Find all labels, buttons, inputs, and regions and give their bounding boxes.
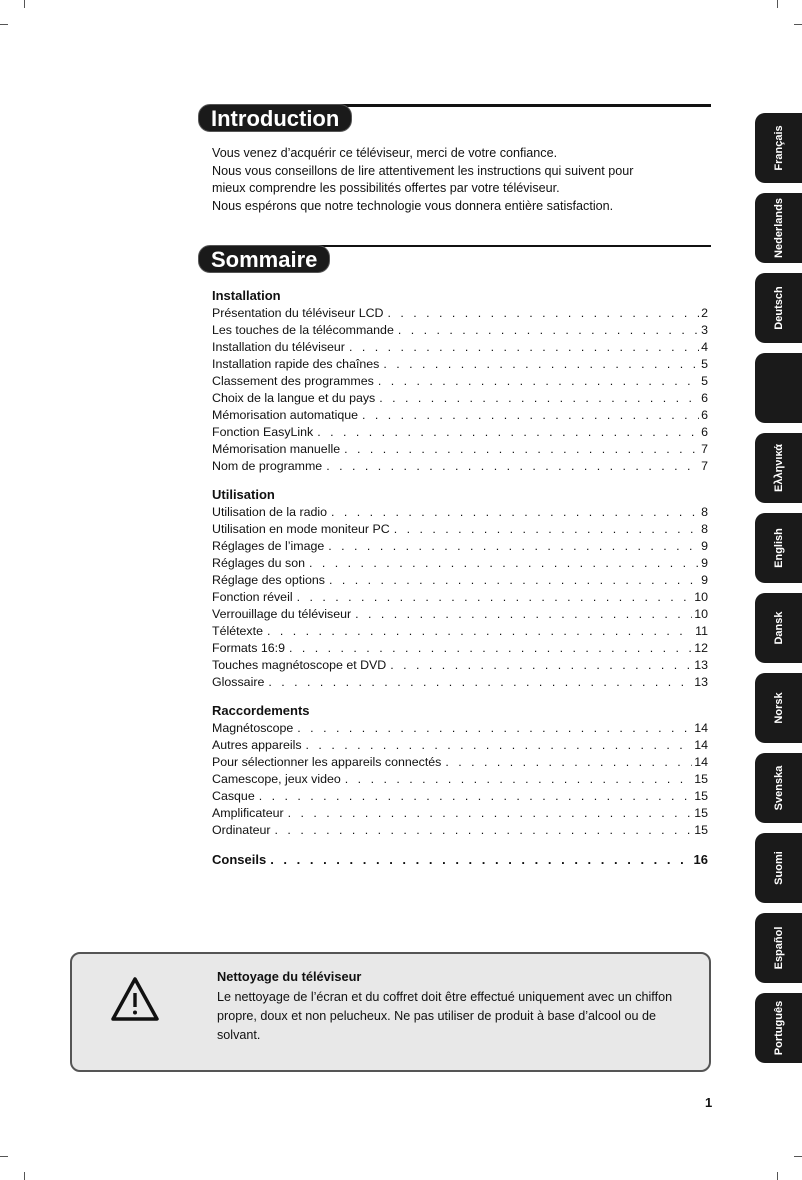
toc-entry-label: Autres appareils bbox=[212, 738, 302, 752]
language-tab[interactable] bbox=[755, 673, 802, 743]
toc-page-number: 5 bbox=[701, 357, 708, 371]
toc-entry[interactable] bbox=[212, 458, 708, 475]
intro-heading: Introduction bbox=[198, 104, 352, 132]
toc-page-number: 11 bbox=[695, 624, 708, 638]
toc-page-number: 6 bbox=[701, 408, 708, 422]
toc-entry[interactable] bbox=[212, 771, 708, 788]
toc-page-number: 3 bbox=[701, 323, 708, 337]
language-tab-label: Français bbox=[772, 125, 785, 171]
dot-leader bbox=[398, 322, 699, 339]
toc-entry-label: Magnétoscope bbox=[212, 721, 294, 735]
toc-page-number: 13 bbox=[694, 658, 708, 672]
dot-leader bbox=[259, 788, 692, 805]
toc-entry[interactable] bbox=[212, 606, 708, 623]
dot-leader bbox=[378, 373, 699, 390]
toc-page-number: 6 bbox=[701, 425, 708, 439]
intro-text bbox=[212, 145, 712, 215]
language-tab[interactable] bbox=[755, 913, 802, 983]
toc-entry-label: Réglages de l’image bbox=[212, 539, 325, 553]
toc-page-number: 14 bbox=[694, 755, 708, 769]
toc-entry[interactable] bbox=[212, 572, 708, 589]
language-tab-label: Svenska bbox=[772, 765, 785, 811]
toc-entry-label: Utilisation de la radio bbox=[212, 505, 328, 519]
language-tab[interactable] bbox=[755, 513, 802, 583]
toc-entry-label: Amplificateur bbox=[212, 806, 284, 820]
dot-leader bbox=[362, 407, 699, 424]
crop-mark bbox=[794, 1156, 802, 1157]
toc-page-number: 14 bbox=[694, 721, 708, 735]
toc-entry[interactable] bbox=[212, 657, 708, 674]
toc-entry[interactable] bbox=[212, 805, 708, 822]
toc-page-number: 16 bbox=[693, 852, 708, 867]
toc-entry-label: Classement des programmes bbox=[212, 374, 374, 388]
toc-entry-label: Choix de la langue et du pays bbox=[212, 391, 376, 405]
language-tab-label: Português bbox=[772, 1000, 785, 1056]
toc-entry[interactable] bbox=[212, 720, 708, 737]
toc-entry-label: Les touches de la télécommande bbox=[212, 323, 394, 337]
toc-page-number: 10 bbox=[694, 607, 708, 621]
language-tab[interactable] bbox=[755, 753, 802, 823]
toc-page-number: 2 bbox=[701, 306, 708, 320]
toc-page-number: 7 bbox=[701, 459, 708, 473]
dot-leader bbox=[394, 521, 699, 538]
toc-page-number: 9 bbox=[701, 539, 708, 553]
language-tab-label: Suomi bbox=[772, 851, 785, 885]
toc-entry[interactable] bbox=[212, 504, 708, 521]
dot-leader bbox=[331, 504, 699, 521]
toc-entry[interactable] bbox=[212, 441, 708, 458]
toc-entry-label: Formats 16:9 bbox=[212, 641, 285, 655]
language-tab-label: Norsk bbox=[772, 692, 785, 724]
dot-leader bbox=[329, 572, 699, 589]
toc-page-number: 8 bbox=[701, 505, 708, 519]
crop-mark bbox=[24, 1172, 25, 1180]
language-tab-label: Ελληνικά bbox=[772, 444, 785, 492]
language-tab-label: Español bbox=[772, 926, 785, 970]
dot-leader bbox=[445, 754, 692, 771]
page-number: 1 bbox=[705, 1095, 713, 1110]
dot-leader bbox=[297, 589, 693, 606]
crop-mark bbox=[24, 0, 25, 8]
crop-mark bbox=[777, 1172, 778, 1180]
toc-entry-label: Installation du téléviseur bbox=[212, 340, 345, 354]
dot-leader bbox=[383, 356, 699, 373]
toc-entry[interactable] bbox=[212, 424, 708, 441]
toc-entry-label: Verrouillage du téléviseur bbox=[212, 607, 352, 621]
warning-title: Nettoyage du téléviseur bbox=[217, 969, 362, 984]
intro-line: Vous venez d’acquérir ce téléviseur, merci de votre confiance. bbox=[212, 146, 558, 160]
dot-leader bbox=[297, 720, 692, 737]
toc-entry[interactable] bbox=[212, 555, 708, 572]
toc-entry-label: Présentation du téléviseur LCD bbox=[212, 306, 384, 320]
toc-entry[interactable] bbox=[212, 788, 708, 805]
toc-page-number: 15 bbox=[694, 823, 708, 837]
toc-entry[interactable] bbox=[212, 623, 708, 640]
toc-entry-label: Réglage des options bbox=[212, 573, 325, 587]
toc-page-number: 12 bbox=[694, 641, 708, 655]
toc-entry[interactable] bbox=[212, 737, 708, 754]
toc-entry[interactable] bbox=[212, 851, 708, 868]
dot-leader bbox=[328, 538, 699, 555]
dot-leader bbox=[267, 623, 693, 640]
dot-leader bbox=[326, 458, 699, 475]
toc-entry[interactable] bbox=[212, 822, 708, 839]
crop-mark bbox=[777, 0, 778, 8]
toc-entry-label: Ordinateur bbox=[212, 823, 271, 837]
toc-entry[interactable] bbox=[212, 538, 708, 555]
warning-text: Le nettoyage de l’écran et du coffret doit être effectué uniquement avec un chiffon propre, doux et non pelucheux. Ne pas utiliser de produit à base d’alcool ou de solvant. bbox=[217, 990, 673, 1042]
toc-page-number: 9 bbox=[701, 573, 708, 587]
sommaire-heading: Sommaire bbox=[198, 245, 330, 273]
toc-entry[interactable] bbox=[212, 305, 708, 322]
toc-section-heading: Utilisation bbox=[212, 487, 275, 502]
dot-leader bbox=[270, 851, 691, 868]
toc-entry[interactable] bbox=[212, 356, 708, 373]
dot-leader bbox=[268, 674, 692, 691]
language-tab-label: Dansk bbox=[772, 611, 785, 645]
crop-mark bbox=[0, 24, 8, 25]
toc-entry-label: Fonction réveil bbox=[212, 590, 293, 604]
toc-page-number: 14 bbox=[694, 738, 708, 752]
crop-mark bbox=[794, 24, 802, 25]
toc-page-number: 4 bbox=[701, 340, 708, 354]
toc-page-number: 15 bbox=[694, 806, 708, 820]
toc-entry-label: Mémorisation automatique bbox=[212, 408, 359, 422]
language-tab[interactable] bbox=[755, 193, 802, 263]
toc-page-number: 7 bbox=[701, 442, 708, 456]
toc-entry[interactable] bbox=[212, 674, 708, 691]
toc-entry-label: Télétexte bbox=[212, 624, 263, 638]
language-tab-label: Nederlands bbox=[772, 198, 785, 258]
dot-leader bbox=[355, 606, 692, 623]
intro-line: Nous espérons que notre technologie vous donnera entière satisfaction. bbox=[212, 198, 614, 213]
toc-entry[interactable] bbox=[212, 322, 708, 339]
dot-leader bbox=[309, 555, 699, 572]
crop-mark bbox=[0, 1156, 8, 1157]
warning-triangle-icon bbox=[110, 976, 160, 1022]
language-tab-label: Deutsch bbox=[772, 286, 785, 330]
language-tab[interactable] bbox=[755, 273, 802, 343]
toc-entry[interactable] bbox=[212, 754, 708, 771]
dot-leader bbox=[349, 339, 699, 356]
toc-entry[interactable] bbox=[212, 339, 708, 356]
toc-entry-label: Touches magnétoscope et DVD bbox=[212, 658, 387, 672]
warning-box bbox=[70, 952, 711, 1072]
language-tab[interactable] bbox=[755, 113, 802, 183]
intro-line: Nous vous conseillons de lire attentivement les instructions qui suivent pour bbox=[212, 163, 634, 178]
toc-entry-label: Camescope, jeux video bbox=[212, 772, 341, 786]
intro-line: mieux comprendre les possibilités offertes par votre téléviseur. bbox=[212, 181, 560, 195]
toc-entry[interactable] bbox=[212, 407, 708, 424]
toc-entry-label: Conseils bbox=[212, 852, 267, 867]
toc-page-number: 9 bbox=[701, 556, 708, 570]
toc-section-heading: Installation bbox=[212, 288, 281, 303]
toc-entry-label: Casque bbox=[212, 789, 255, 803]
dot-leader bbox=[388, 305, 700, 322]
toc-entry[interactable] bbox=[212, 640, 708, 657]
language-tab[interactable] bbox=[755, 593, 802, 663]
toc-section-heading: Raccordements bbox=[212, 703, 310, 718]
toc-page-number: 5 bbox=[701, 374, 708, 388]
toc-entry[interactable] bbox=[212, 521, 708, 538]
language-tab[interactable] bbox=[755, 433, 802, 503]
dot-leader bbox=[379, 390, 699, 407]
toc-page-number: 8 bbox=[701, 522, 708, 536]
dot-leader bbox=[275, 822, 693, 839]
toc-entry-label: Mémorisation manuelle bbox=[212, 442, 341, 456]
toc-page-number: 10 bbox=[694, 590, 708, 604]
toc-page-number: 15 bbox=[694, 772, 708, 786]
dot-leader bbox=[289, 640, 692, 657]
toc-entry[interactable] bbox=[212, 589, 708, 606]
language-tab[interactable] bbox=[755, 833, 802, 903]
toc-entry[interactable] bbox=[212, 390, 708, 407]
toc-entry-label: Installation rapide des chaînes bbox=[212, 357, 380, 371]
dot-leader bbox=[345, 771, 692, 788]
dot-leader bbox=[390, 657, 692, 674]
toc-entry-label: Pour sélectionner les appareils connectés bbox=[212, 755, 442, 769]
dot-leader bbox=[306, 737, 693, 754]
toc-entry-label: Nom de programme bbox=[212, 459, 323, 473]
toc-page-number: 6 bbox=[701, 391, 708, 405]
toc-entry-label: Glossaire bbox=[212, 675, 265, 689]
toc-entry[interactable] bbox=[212, 373, 708, 390]
dot-leader bbox=[317, 424, 699, 441]
language-tab[interactable] bbox=[755, 353, 802, 423]
toc-page-number: 15 bbox=[694, 789, 708, 803]
toc-page-number: 13 bbox=[694, 675, 708, 689]
toc-entry-label: Réglages du son bbox=[212, 556, 305, 570]
dot-leader bbox=[288, 805, 693, 822]
dot-leader bbox=[344, 441, 699, 458]
language-tab[interactable] bbox=[755, 993, 802, 1063]
toc-entry-label: Fonction EasyLink bbox=[212, 425, 314, 439]
toc-entry-label: Utilisation en mode moniteur PC bbox=[212, 522, 390, 536]
language-tab-label: English bbox=[772, 528, 785, 568]
table-of-contents bbox=[212, 287, 708, 868]
